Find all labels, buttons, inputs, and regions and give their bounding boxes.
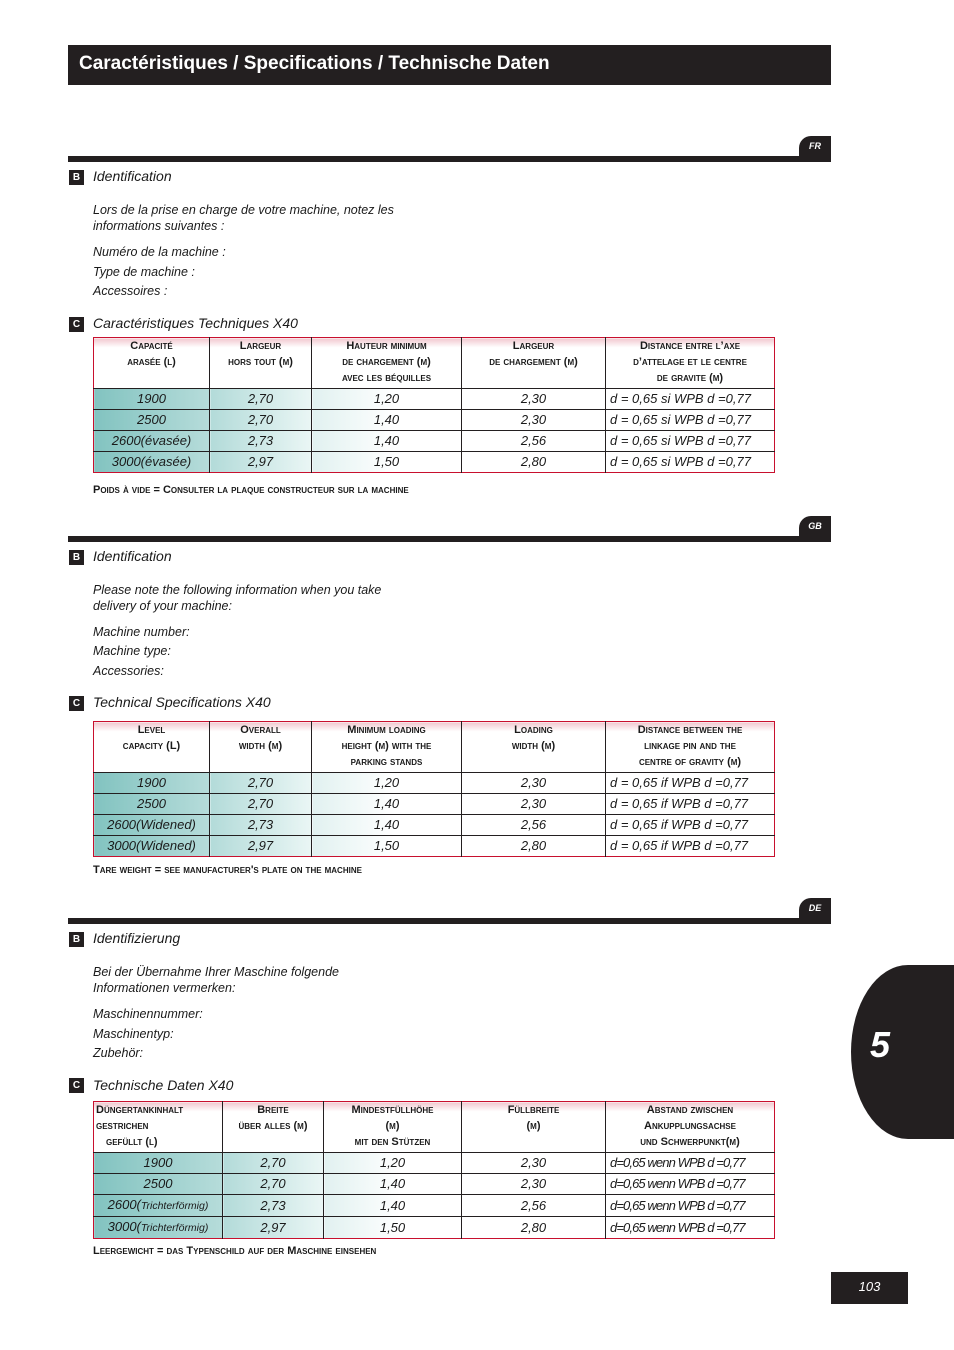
column-header: Overall width (m) [210, 722, 312, 773]
page-title: Caractéristiques / Specifications / Technische Daten [79, 53, 550, 74]
table-cell: 1,40 [312, 794, 462, 815]
table-cell: 1900 [94, 773, 210, 794]
intro-line: Please note the following information when you take [93, 583, 382, 597]
table-cell: d=0,65 wenn WPB d =0,77 [606, 1174, 775, 1195]
column-header: Düngertankinhalt gestrichen gefüllt (l) [94, 1102, 223, 1153]
table-cell: 2,80 [462, 1217, 606, 1239]
column-header: Loading width (m) [462, 722, 606, 773]
column-header: Füllbreite (m) [462, 1102, 606, 1153]
table-note: Poids à vide = Consulter la plaque constructeur sur la machine [93, 484, 409, 496]
table-cell: 1900 [94, 389, 210, 410]
row-suffix: Trichterförmig) [140, 1222, 209, 1234]
table-cell: d = 0,65 si WPB d =0,77 [606, 389, 775, 410]
column-header: Abstand zwischen Ankupplungsachse und Schwerpunkt(m) [606, 1102, 775, 1153]
spec-title: Caractéristiques Techniques X40 [93, 315, 298, 331]
table-cell: d = 0,65 if WPB d =0,77 [606, 815, 775, 836]
identification-intro [93, 202, 394, 234]
identification-title: Identification [93, 548, 172, 564]
spec-table-gb [93, 721, 775, 857]
page-number: 103 [831, 1272, 908, 1304]
table-row [94, 815, 775, 836]
intro-line: Bei der Übernahme Ihrer Maschine folgende [93, 965, 339, 979]
table-cell: 2,56 [462, 815, 606, 836]
table-cell: 2,70 [210, 410, 312, 431]
table-cell: 1,50 [312, 452, 462, 473]
table-cell: 1,40 [312, 431, 462, 452]
table-row [94, 1217, 775, 1239]
section-letter-c: C [69, 1078, 84, 1093]
spec-title: Technical Specifications X40 [93, 694, 271, 710]
page-header [68, 45, 831, 85]
intro-line: Lors de la prise en charge de votre machine, notez les [93, 203, 394, 217]
table-cell: 2,30 [462, 794, 606, 815]
table-cell: 2,30 [462, 773, 606, 794]
section-letter-b: B [69, 932, 84, 947]
lang-tab-de: DE [799, 898, 831, 924]
column-header: Hauteur minimum de chargement (m) avec les béquilles [312, 338, 462, 389]
field-machine-number: Machine number: [93, 625, 190, 639]
chapter-number: 5 [870, 1024, 891, 1065]
column-header: Mindestfüllhöhe (m) mit den Stützen [324, 1102, 462, 1153]
table-cell: 1,40 [312, 410, 462, 431]
intro-line: delivery of your machine: [93, 599, 232, 613]
table-note: Tare weight = see manufacturer's plate on the machine [93, 864, 362, 876]
table-cell: 2,70 [223, 1153, 324, 1174]
column-header: Breite über alles (m) [223, 1102, 324, 1153]
table-cell: 2,80 [462, 452, 606, 473]
table-header-row [94, 338, 775, 389]
table-cell: 2,73 [223, 1195, 324, 1217]
table-cell: 1,20 [312, 389, 462, 410]
section-letter-b: B [69, 170, 84, 185]
table-header-row [94, 1102, 775, 1153]
table-cell: 2500 [94, 1174, 223, 1195]
lang-rule-de [68, 903, 831, 924]
field-machine-number: Numéro de la machine : [93, 245, 226, 259]
table-cell: 2,97 [210, 836, 312, 857]
column-header: Level capacity (L) [94, 722, 210, 773]
section-letter-b: B [69, 550, 84, 565]
section-letter-c: C [69, 317, 84, 332]
table-cell: 2,30 [462, 389, 606, 410]
field-accessories: Zubehör: [93, 1046, 144, 1060]
table-row [94, 389, 775, 410]
table-cell: 1900 [94, 1153, 223, 1174]
table-cell: 1,50 [324, 1217, 462, 1239]
table-cell: 3000(Trichterförmig) [94, 1217, 223, 1239]
column-header: Distance entre l’axe d’attelage et le centre de gravite (m) [606, 338, 775, 389]
table-cell: 2,56 [462, 1195, 606, 1217]
table-cell: 1,40 [324, 1195, 462, 1217]
table-cell: 2500 [94, 410, 210, 431]
table-cell: 2600(Trichterförmig) [94, 1195, 223, 1217]
table-cell: 2,30 [462, 1174, 606, 1195]
table-cell: d = 0,65 if WPB d =0,77 [606, 836, 775, 857]
section-letter-c: C [69, 696, 84, 711]
intro-line: informations suivantes : [93, 219, 225, 233]
field-machine-type: Maschinentyp: [93, 1027, 174, 1041]
column-header: Largeur hors tout (m) [210, 338, 312, 389]
table-cell: d=0,65 wenn WPB d =0,77 [606, 1153, 775, 1174]
table-cell: 2500 [94, 794, 210, 815]
table-cell: d = 0,65 si WPB d =0,77 [606, 452, 775, 473]
table-cell: 2600(Widened) [94, 815, 210, 836]
row-suffix: Trichterförmig) [140, 1200, 209, 1212]
table-cell: 2,56 [462, 431, 606, 452]
lang-tab-fr: FR [799, 136, 831, 162]
intro-line: Informationen vermerken: [93, 981, 236, 995]
column-header: Minimum loading height (m) with the parking stands [312, 722, 462, 773]
table-cell: 2,70 [210, 389, 312, 410]
table-cell: 2,30 [462, 1153, 606, 1174]
table-cell: 2600(évasée) [94, 431, 210, 452]
table-cell: 2,97 [210, 452, 312, 473]
lang-rule-gb [68, 521, 831, 542]
table-cell: 3000(évasée) [94, 452, 210, 473]
column-header: Largeur de chargement (m) [462, 338, 606, 389]
identification-title: Identifizierung [93, 930, 181, 946]
field-accessories: Accessories: [93, 664, 164, 678]
column-header: Capacité arasée (l) [94, 338, 210, 389]
table-cell: d = 0,65 si WPB d =0,77 [606, 410, 775, 431]
identification-intro [93, 582, 381, 614]
table-cell: 2,70 [223, 1174, 324, 1195]
table-row [94, 452, 775, 473]
table-cell: 1,50 [312, 836, 462, 857]
table-row [94, 410, 775, 431]
table-cell: 1,40 [324, 1174, 462, 1195]
table-cell: 2,97 [223, 1217, 324, 1239]
table-row [94, 836, 775, 857]
spec-table-de [93, 1101, 775, 1239]
table-header-row [94, 722, 775, 773]
table-cell: d=0,65 wenn WPB d =0,77 [606, 1217, 775, 1239]
table-cell: 1,20 [312, 773, 462, 794]
table-cell: d = 0,65 if WPB d =0,77 [606, 794, 775, 815]
identification-title: Identification [93, 168, 172, 184]
table-cell: 2,80 [462, 836, 606, 857]
table-row [94, 1153, 775, 1174]
table-cell: 2,73 [210, 431, 312, 452]
field-machine-type: Type de machine : [93, 265, 195, 279]
chapter-tab [851, 965, 954, 1139]
table-note: Leergewicht = das Typenschild auf der Maschine einsehen [93, 1245, 377, 1257]
table-row [94, 1195, 775, 1217]
spec-title: Technische Daten X40 [93, 1077, 234, 1093]
identification-intro [93, 964, 339, 996]
field-machine-type: Machine type: [93, 644, 171, 658]
table-cell: 1,20 [324, 1153, 462, 1174]
table-cell: 1,40 [312, 815, 462, 836]
table-cell: d=0,65 wenn WPB d =0,77 [606, 1195, 775, 1217]
table-cell: 2,70 [210, 773, 312, 794]
column-header: Distance between the linkage pin and the centre of gravity (m) [606, 722, 775, 773]
table-cell: 2,30 [462, 410, 606, 431]
table-cell: 2,70 [210, 794, 312, 815]
table-row [94, 1174, 775, 1195]
table-row [94, 794, 775, 815]
table-cell: 3000(Widened) [94, 836, 210, 857]
lang-rule-fr [68, 141, 831, 162]
table-cell: d = 0,65 si WPB d =0,77 [606, 431, 775, 452]
table-cell: d = 0,65 if WPB d =0,77 [606, 773, 775, 794]
table-row [94, 431, 775, 452]
table-row [94, 773, 775, 794]
field-accessories: Accessoires : [93, 284, 168, 298]
table-cell: 2,73 [210, 815, 312, 836]
field-machine-number: Maschinennummer: [93, 1007, 203, 1021]
spec-table-fr [93, 337, 775, 473]
lang-tab-gb: GB [799, 516, 831, 542]
